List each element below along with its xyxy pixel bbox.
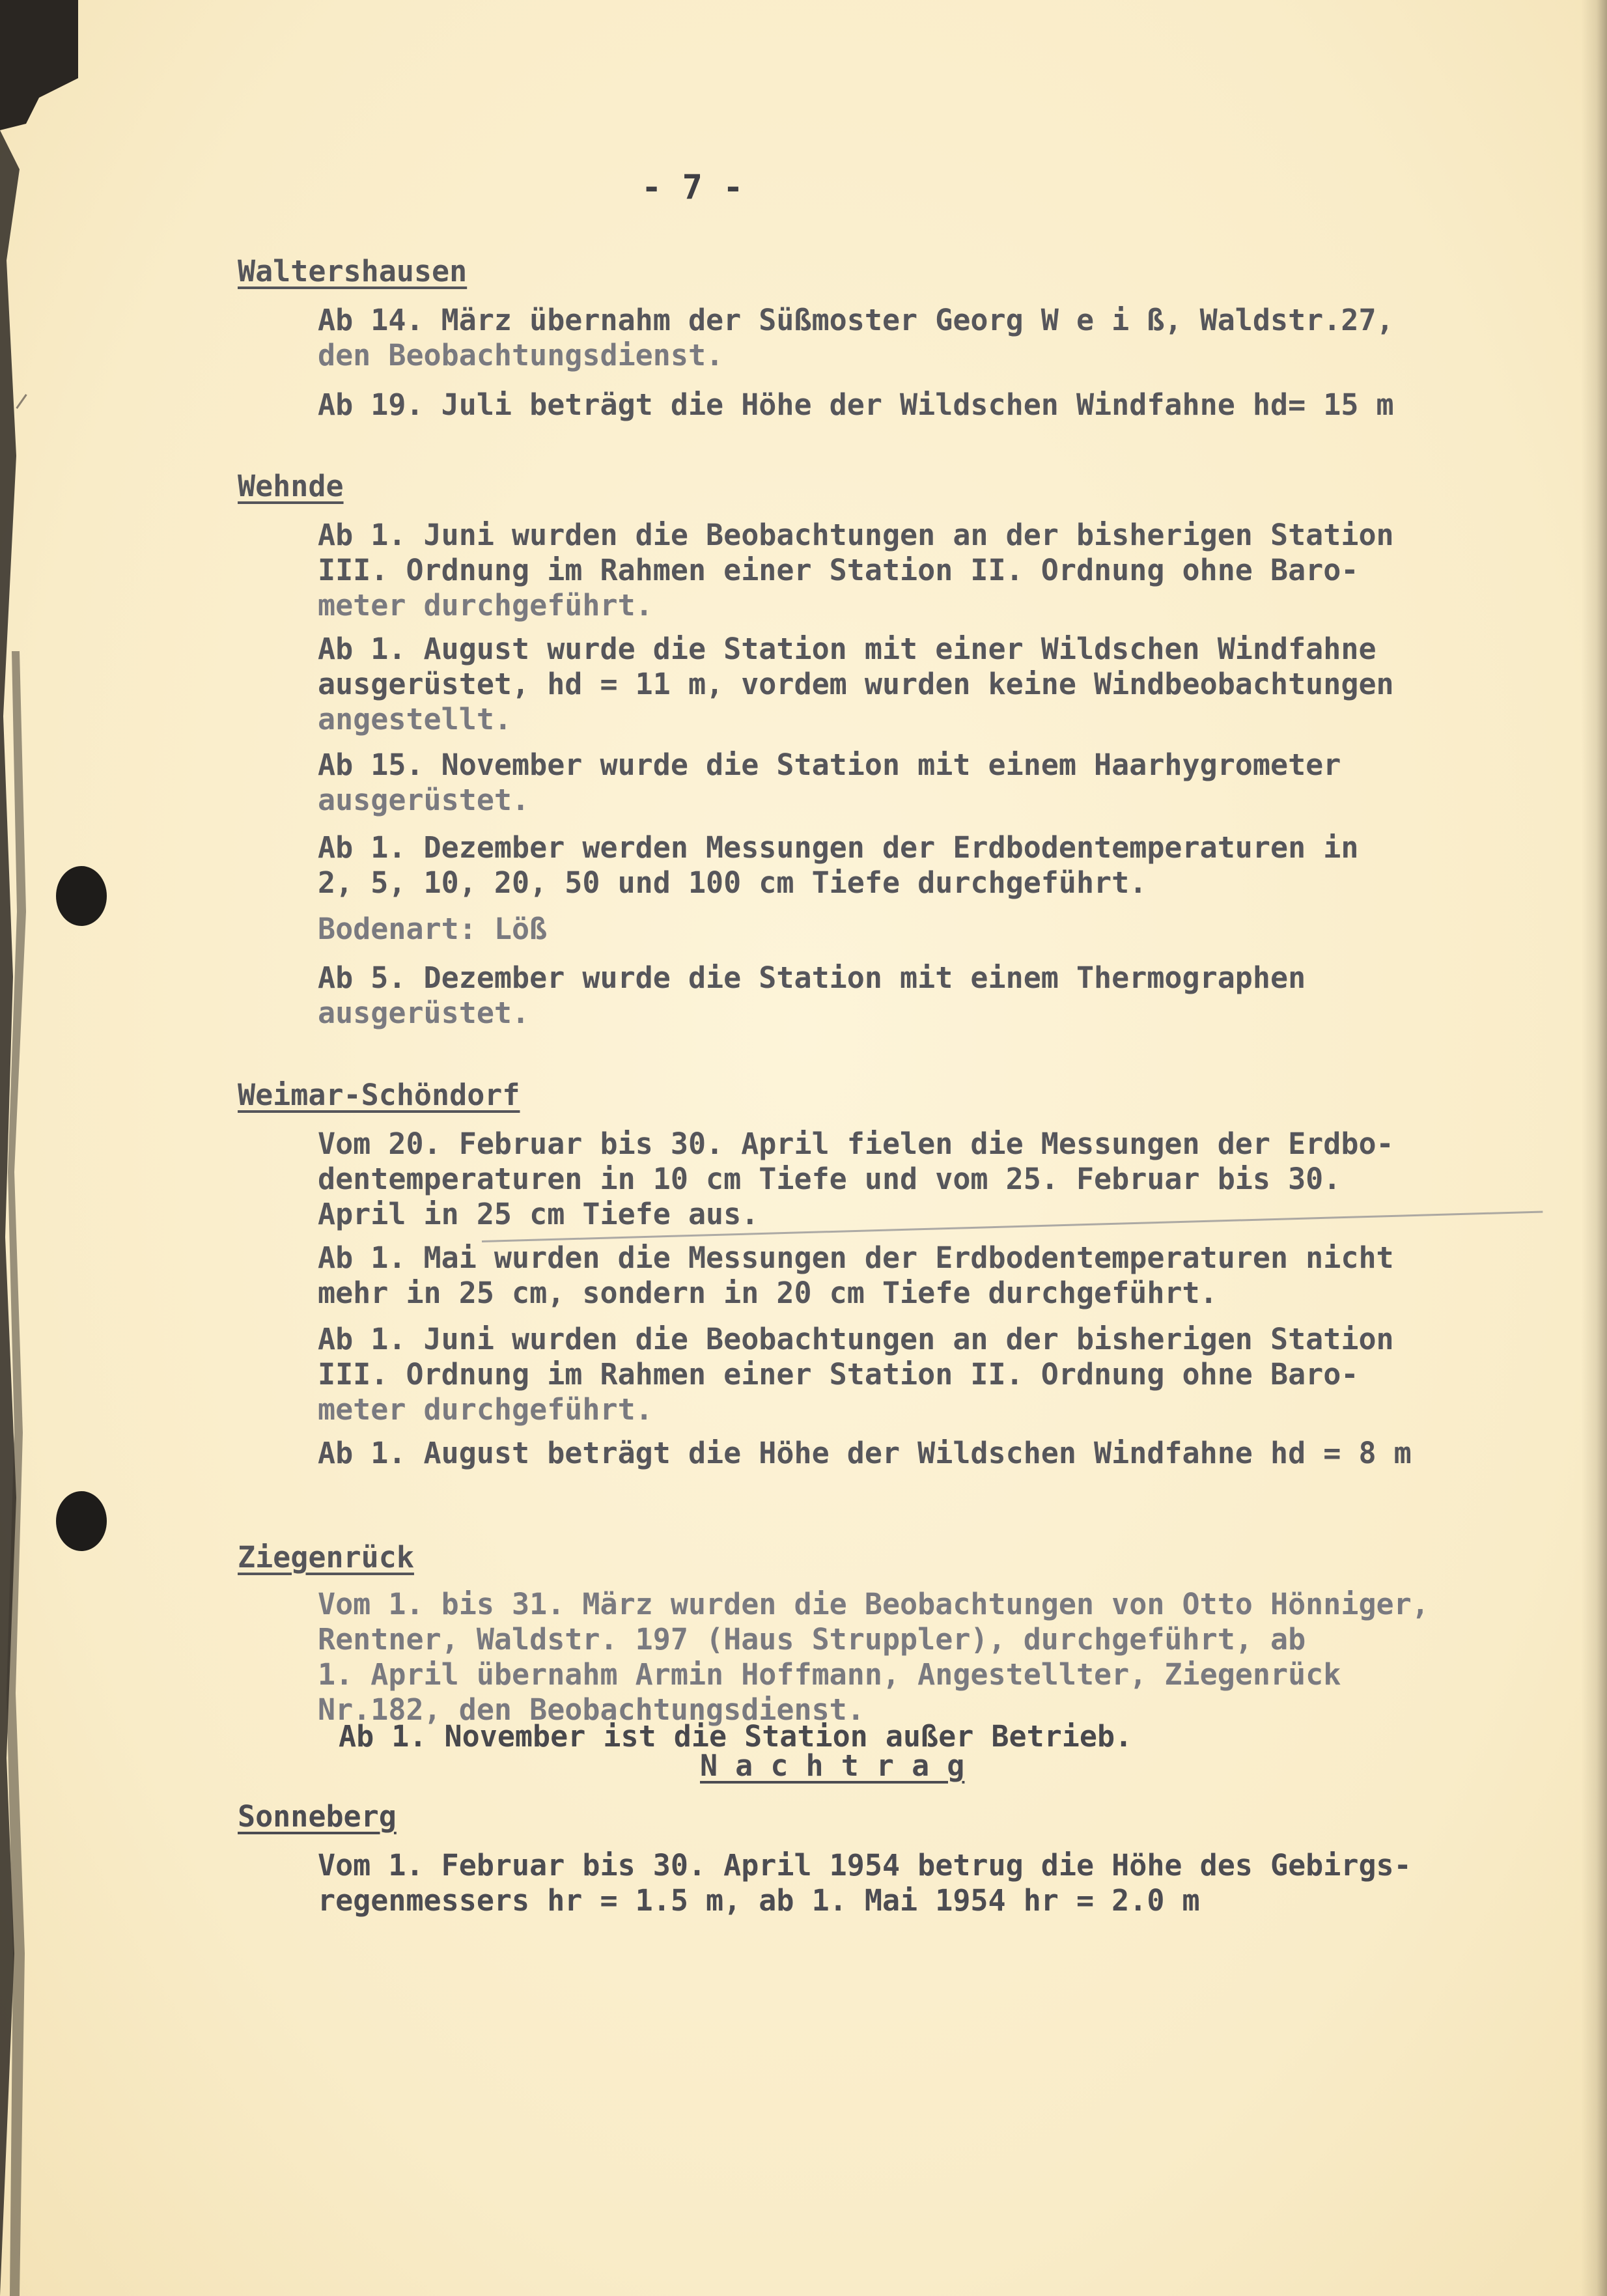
paragraph: [318, 748, 1341, 818]
section-heading-sonneberg: Sonneberg: [238, 1799, 397, 1834]
text-line: Ab 1. Mai wurden die Messungen der Erdbodentemperaturen nicht: [318, 1240, 1394, 1275]
text-line: Ab 1. August wurde die Station mit einer Wildschen Windfahne: [318, 632, 1376, 666]
paragraph: [318, 830, 1358, 901]
text-line: Ab 1. Dezember werden Messungen der Erdbodentemperaturen in: [318, 830, 1359, 865]
text-line: mehr in 25 cm, sondern in 20 cm Tiefe durchgeführt.: [318, 1276, 1218, 1310]
text-line: ausgerüstet.: [318, 996, 530, 1030]
punch-hole: [56, 1491, 107, 1551]
text-line: Vom 1. bis 31. März wurden die Beobachtungen von Otto Hönniger,: [318, 1587, 1429, 1621]
paragraph: [318, 632, 1394, 737]
text-line: Ab 1. November ist die Station außer Betrieb.: [339, 1719, 1133, 1754]
paragraph: [318, 1322, 1394, 1427]
torn-edge: [0, 0, 78, 2296]
text-line: 1. April übernahm Armin Hoffmann, Angestellter, Ziegenrück: [318, 1657, 1341, 1692]
page-number: - 7 -: [641, 168, 744, 207]
paragraph: [318, 912, 547, 947]
text-line: ausgerüstet.: [318, 783, 530, 817]
section-heading-waltershausen: Waltershausen: [238, 254, 468, 288]
text-line: ausgerüstet, hd = 11 m, vordem wurden keine Windbeobachtungen: [318, 667, 1394, 701]
text-line: Ab 5. Dezember wurde die Station mit einem Thermographen: [318, 960, 1306, 995]
page-edge-shadow: [1581, 0, 1607, 2296]
punch-hole: [56, 866, 107, 926]
text-line: meter durchgeführt.: [318, 1392, 653, 1427]
text-line: Ab 15. November wurde die Station mit einem Haarhygrometer: [318, 748, 1341, 782]
paragraph: [318, 518, 1394, 623]
text-line: April in 25 cm Tiefe aus.: [318, 1197, 759, 1231]
paragraph: [318, 1587, 1429, 1728]
text-line: den Beobachtungsdienst.: [318, 338, 724, 372]
text-line: Vom 1. Februar bis 30. April 1954 betrug die Höhe des Gebirgs-: [318, 1848, 1412, 1883]
text-line: Bodenart: Löß: [318, 912, 548, 946]
text-line: dentemperaturen in 10 cm Tiefe und vom 25. Februar bis 30.: [318, 1162, 1341, 1196]
section-heading-weimar-schoendorf: Weimar-Schöndorf: [238, 1078, 520, 1112]
text-line: meter durchgeführt.: [318, 588, 653, 623]
text-line: Ab 1. August beträgt die Höhe der Wildschen Windfahne hd = 8 m: [318, 1436, 1412, 1470]
paragraph: [318, 960, 1306, 1031]
paragraph: [318, 1240, 1394, 1311]
section-heading-wehnde: Wehnde: [238, 469, 344, 503]
text-line: angestellt.: [318, 702, 512, 736]
paragraph: [318, 303, 1394, 373]
paragraph: [318, 1127, 1394, 1232]
text-line: Ab 14. März übernahm der Süßmoster Georg W e i ß, Waldstr.27,: [318, 303, 1394, 337]
text-line: Vom 20. Februar bis 30. April fielen die Messungen der Erdbo-: [318, 1127, 1394, 1161]
text-line: regenmessers hr = 1.5 m, ab 1. Mai 1954 hr = 2.0 m: [318, 1883, 1200, 1918]
text-line: Ab 19. Juli beträgt die Höhe der Wildschen Windfahne hd= 15 m: [318, 387, 1394, 422]
text-line: III. Ordnung im Rahmen einer Station II. Ordnung ohne Baro-: [318, 553, 1359, 587]
paragraph: [318, 1848, 1412, 1918]
paragraph: [318, 387, 1394, 423]
text-line: Ab 1. Juni wurden die Beobachtungen an der bisherigen Station: [318, 1322, 1394, 1356]
paragraph: [318, 1436, 1412, 1471]
addendum-title: N a c h t r a g: [700, 1748, 965, 1783]
text-line: Ab 1. Juni wurden die Beobachtungen an der bisherigen Station: [318, 518, 1394, 552]
text-line: Rentner, Waldstr. 197 (Haus Struppler), durchgeführt, ab: [318, 1622, 1306, 1657]
text-line: 2, 5, 10, 20, 50 und 100 cm Tiefe durchgeführt.: [318, 865, 1147, 900]
text-line: Nr.182, den Beobachtungsdienst.: [318, 1692, 865, 1727]
section-heading-ziegenrueck: Ziegenrück: [238, 1540, 414, 1575]
text-line: III. Ordnung im Rahmen einer Station II. Ordnung ohne Baro-: [318, 1357, 1359, 1392]
